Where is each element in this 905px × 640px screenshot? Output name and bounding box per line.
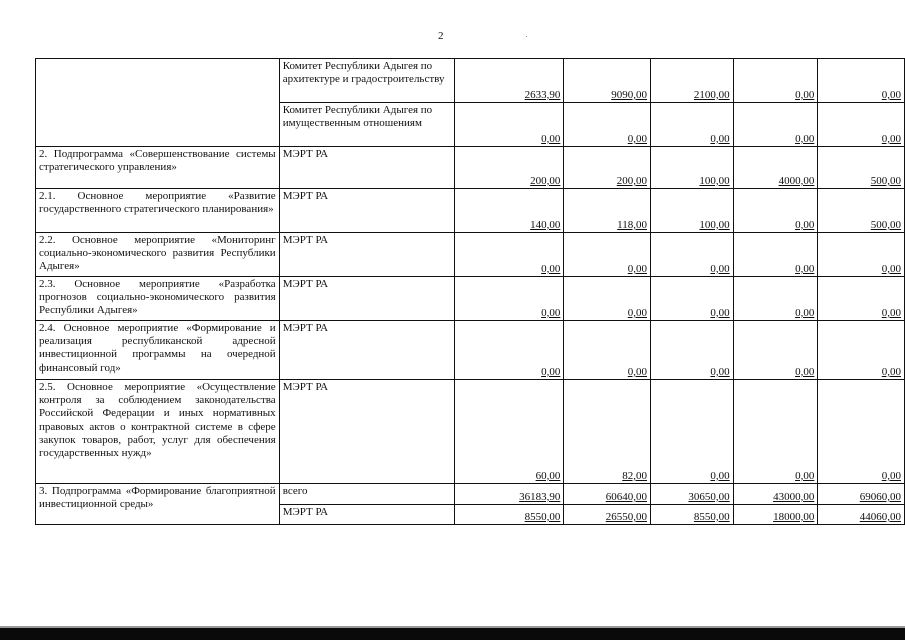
executor-cell: МЭРТ РА bbox=[279, 147, 454, 189]
program-name-cell: 2.1. Основное мероприятие «Развитие государственного стратегического планирования» bbox=[36, 189, 280, 233]
value-cell: 500,00 bbox=[818, 189, 905, 233]
funding-table bbox=[35, 58, 905, 525]
executor-cell: МЭРТ РА bbox=[279, 321, 454, 380]
scan-edge-black bbox=[0, 628, 905, 640]
value-cell: 200,00 bbox=[564, 147, 651, 189]
value-cell: 0,00 bbox=[651, 103, 734, 147]
table-row bbox=[36, 147, 905, 189]
value-cell: 9090,00 bbox=[564, 59, 651, 103]
executor-cell: МЭРТ РА bbox=[279, 233, 454, 277]
executor-cell: Комитет Республики Адыгея по имущественным отношениям bbox=[279, 103, 454, 147]
value-cell: 100,00 bbox=[651, 189, 734, 233]
value-cell: 30650,00 bbox=[651, 484, 734, 505]
executor-cell: Комитет Республики Адыгея по архитектуре и градостроительству bbox=[279, 59, 454, 103]
executor-cell: МЭРТ РА bbox=[279, 505, 454, 525]
value-cell: 0,00 bbox=[564, 321, 651, 380]
value-cell: 0,00 bbox=[818, 277, 905, 321]
value-cell: 0,00 bbox=[564, 277, 651, 321]
value-cell: 26550,00 bbox=[564, 505, 651, 525]
program-name-cell: 2. Подпрограмма «Совершенствование системы стратегического управления» bbox=[36, 147, 280, 189]
value-cell: 60640,00 bbox=[564, 484, 651, 505]
value-cell: 60,00 bbox=[454, 380, 563, 484]
table-row bbox=[36, 59, 905, 103]
value-cell: 0,00 bbox=[818, 233, 905, 277]
program-name-cell: 2.4. Основное мероприятие «Формирование и реализация республиканской адресной инвестиционной программы на очередной финансовый год» bbox=[36, 321, 280, 380]
executor-cell: МЭРТ РА bbox=[279, 189, 454, 233]
table-row bbox=[36, 484, 905, 505]
program-name-cell: 3. Подпрограмма «Формирование благоприятной инвестиционной среды» bbox=[36, 484, 280, 525]
value-cell: 0,00 bbox=[651, 277, 734, 321]
scan-speck bbox=[526, 36, 527, 37]
table-row bbox=[36, 189, 905, 233]
value-cell: 44060,00 bbox=[818, 505, 905, 525]
value-cell: 0,00 bbox=[818, 103, 905, 147]
executor-cell: МЭРТ РА bbox=[279, 380, 454, 484]
value-cell: 0,00 bbox=[733, 380, 818, 484]
value-cell: 0,00 bbox=[564, 103, 651, 147]
value-cell: 100,00 bbox=[651, 147, 734, 189]
value-cell: 118,00 bbox=[564, 189, 651, 233]
value-cell: 36183,90 bbox=[454, 484, 563, 505]
program-name-cell: 2.5. Основное мероприятие «Осуществление контроля за соблюдением законодательства Российской Федерации и иных нормативных правовых актов о контрактной системе в сфере закупок товаров, работ, услуг для обеспечения государственных нужд» bbox=[36, 380, 280, 484]
table-row bbox=[36, 380, 905, 484]
value-cell: 0,00 bbox=[651, 233, 734, 277]
value-cell: 43000,00 bbox=[733, 484, 818, 505]
value-cell: 0,00 bbox=[651, 321, 734, 380]
page-number: 2 bbox=[438, 30, 444, 42]
program-name-cell bbox=[36, 59, 280, 147]
executor-cell: всего bbox=[279, 484, 454, 505]
value-cell: 0,00 bbox=[454, 321, 563, 380]
value-cell: 0,00 bbox=[733, 59, 818, 103]
program-name-cell: 2.3. Основное мероприятие «Разработка прогнозов социально-экономического развития Республики Адыгея» bbox=[36, 277, 280, 321]
value-cell: 82,00 bbox=[564, 380, 651, 484]
value-cell: 69060,00 bbox=[818, 484, 905, 505]
executor-cell: МЭРТ РА bbox=[279, 277, 454, 321]
value-cell: 0,00 bbox=[733, 277, 818, 321]
value-cell: 8550,00 bbox=[454, 505, 563, 525]
value-cell: 2100,00 bbox=[651, 59, 734, 103]
value-cell: 0,00 bbox=[454, 277, 563, 321]
value-cell: 18000,00 bbox=[733, 505, 818, 525]
value-cell: 500,00 bbox=[818, 147, 905, 189]
value-cell: 0,00 bbox=[454, 103, 563, 147]
program-name-cell: 2.2. Основное мероприятие «Мониторинг социально-экономического развития Республики Адыгея» bbox=[36, 233, 280, 277]
table-row bbox=[36, 277, 905, 321]
value-cell: 0,00 bbox=[733, 103, 818, 147]
value-cell: 0,00 bbox=[733, 233, 818, 277]
value-cell: 4000,00 bbox=[733, 147, 818, 189]
value-cell: 0,00 bbox=[733, 189, 818, 233]
value-cell: 0,00 bbox=[564, 233, 651, 277]
value-cell: 0,00 bbox=[818, 380, 905, 484]
value-cell: 140,00 bbox=[454, 189, 563, 233]
value-cell: 0,00 bbox=[651, 380, 734, 484]
value-cell: 0,00 bbox=[454, 233, 563, 277]
value-cell: 8550,00 bbox=[651, 505, 734, 525]
value-cell: 0,00 bbox=[818, 59, 905, 103]
value-cell: 0,00 bbox=[818, 321, 905, 380]
value-cell: 2633,90 bbox=[454, 59, 563, 103]
value-cell: 0,00 bbox=[733, 321, 818, 380]
value-cell: 200,00 bbox=[454, 147, 563, 189]
table-row bbox=[36, 233, 905, 277]
table-row bbox=[36, 321, 905, 380]
